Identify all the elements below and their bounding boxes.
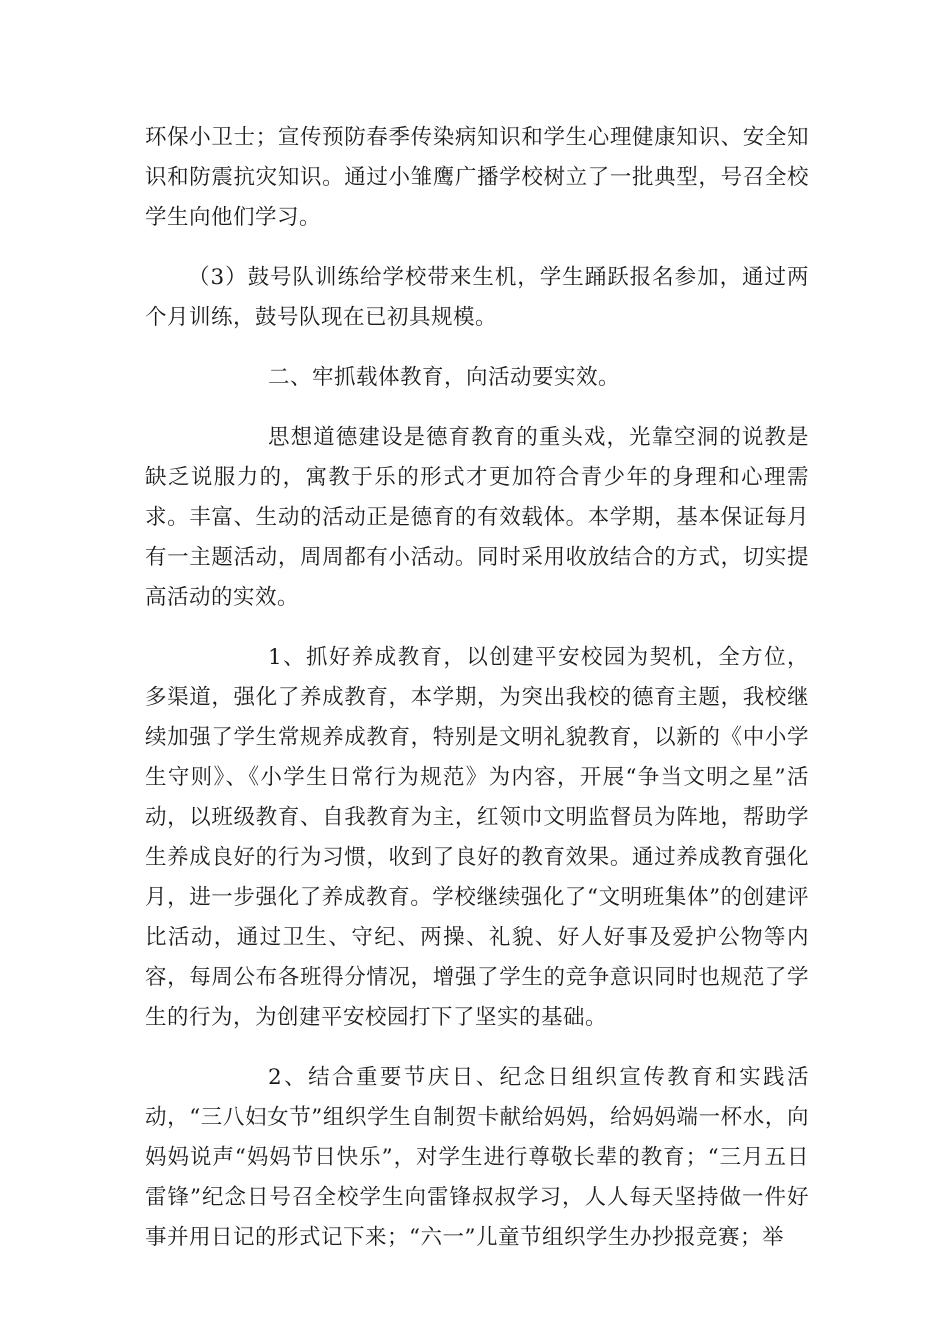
- paragraph-moral-education: 思想道德建设是德育教育的重头戏，光靠空洞的说教是缺乏说服力的，寓教于乐的形式才更加符合青少年的身理和心理需求。丰富、生动的活动正是德育的有效载体。本学期，基本保证每月有一主题活动，周周都有小活动。同时采用收放结合的方式，切实提高活动的实效。: [145, 425, 809, 610]
- paragraph-continuation: 环保小卫士；宣传预防春季传染病知识和学生心理健康知识、安全知识和防震抗灾知识。通过小雏鹰广播学校树立了一批典型，号召全校学生向他们学习。: [145, 125, 809, 230]
- paragraph-habit-education: 1、抓好养成教育，以创建平安校园为契机，全方位，多渠道，强化了养成教育，本学期，为突出我校的德育主题，我校继续加强了学生常规养成教育，特别是文明礼貌教育，以新的《中小学生守则》、《小学生日常行为规范》为内容，开展“争当文明之星”活动，以班级教育、自我教育为主，红领巾文明监督员为阵地，帮助学生养成良好的行为习惯，收到了良好的教育效果。通过养成教育强化月，进一步强化了养成教育。学校继续强化了“文明班集体”的创建评比活动，通过卫生、守纪、两操、礼貌、好人好事及爱护公物等内容，每周公布各班得分情况，增强了学生的竞争意识同时也规范了学生的行为，为创建平安校园打下了坚实的基础。: [145, 645, 809, 1030]
- document-body: [145, 118, 809, 1258]
- paragraph-spacer: [145, 398, 809, 418]
- paragraph-spacer: [145, 618, 809, 638]
- section-heading: 二、牢抓载体教育，向活动要实效。: [268, 365, 621, 390]
- paragraph-festival-activities: 2、结合重要节庆日、纪念日组织宣传教育和实践活动，“三八妇女节”组织学生自制贺卡献给妈妈，给妈妈端一杯水，向妈妈说声“妈妈节日快乐”，对学生进行尊敬长辈的教育；“三月五日雷锋”纪念日号召全校学生向雷锋叔叔学习，人人每天坚持做一件好事并用日记的形式记下来；“六一”儿童节组织学生办抄报竞赛；举: [145, 1065, 809, 1250]
- paragraph-drum-band: （3）鼓号队训练给学校带来生机，学生踊跃报名参加，通过两个月训练，鼓号队现在已初具规模。: [145, 265, 809, 330]
- paragraph-spacer: [145, 338, 809, 358]
- paragraph-spacer: [145, 1038, 809, 1058]
- paragraph-spacer: [145, 238, 809, 258]
